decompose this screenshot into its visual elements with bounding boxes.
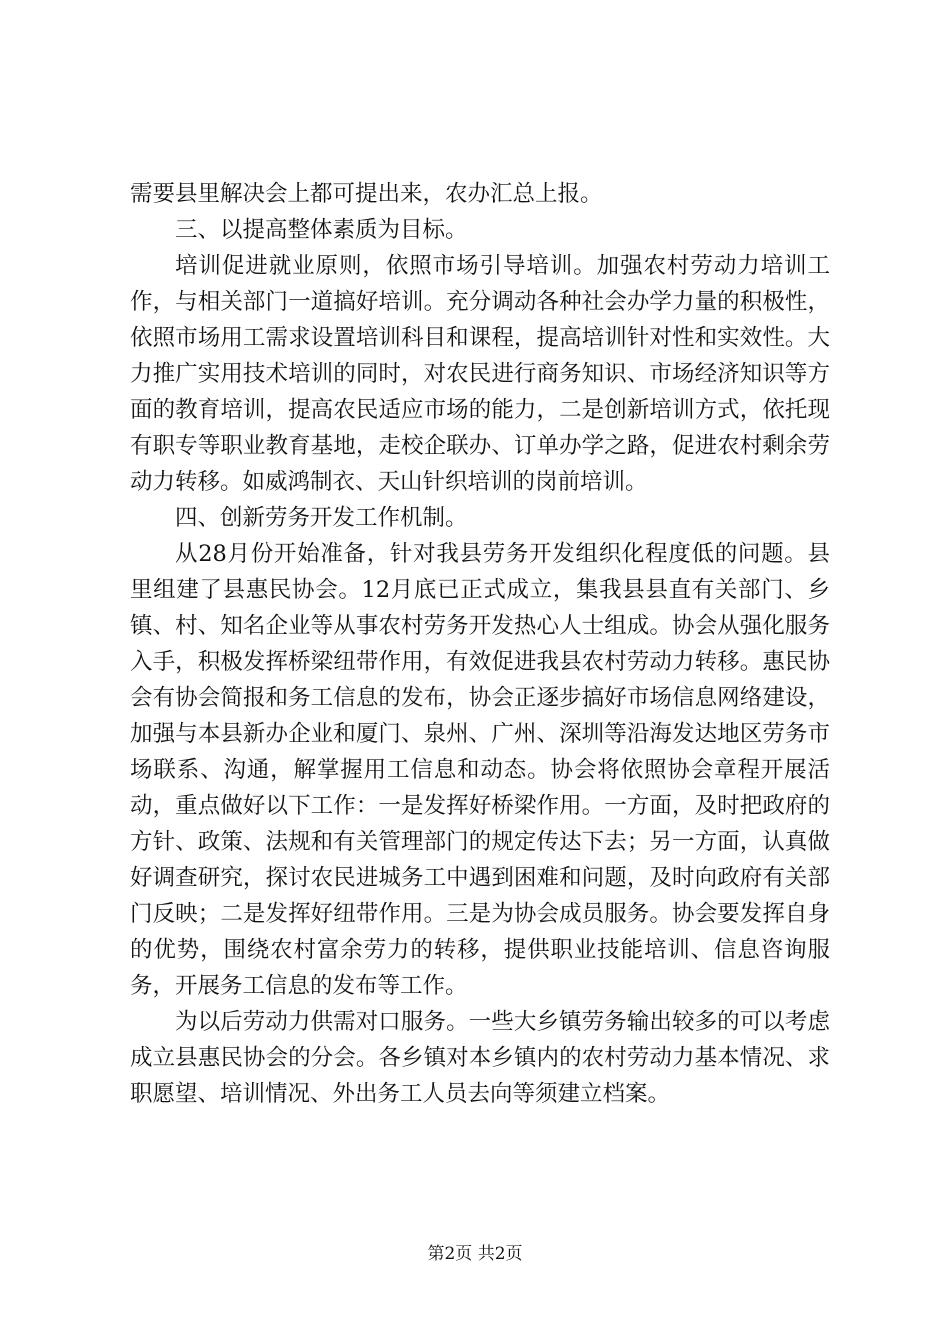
paragraph-association: 从28月份开始准备，针对我县劳务开发组织化程度低的问题。县里组建了县惠民协会。12月底已正式成立，集我县县直有关部门、乡镇、村、知名企业等从事农村劳务开发热心人士组成。协会从强化服务入手，积极发挥桥梁纽带作用，有效促进我县农村劳动力转移。惠民协会有协会简报和务工信息的发布，协会正逐步搞好市场信息网络建设，加强与本县新办企业和厦门、泉州、广州、深圳等沿海发达地区劳务市场联系、沟通，解掌握用工信息和动态。协会将依照协会章程开展活动，重点做好以下工作：一是发挥好桥梁作用。一方面，及时把政府的方针、政策、法规和有关管理部门的规定传达下去；另一方面，认真做好调查研究，探讨农民进城务工中遇到困难和问题，及时向政府有关部门反映；二是发挥好纽带作用。三是为协会成员服务。协会要发挥自身的优势，围绕农村富余劳力的转移，提供职业技能培训、信息咨询服务，开展务工信息的发布等工作。 xyxy=(130,541,830,999)
page-footer xyxy=(0,1242,950,1266)
paragraph-continuation: 需要县里解决会上都可提出来，农办汇总上报。 xyxy=(130,181,603,207)
document-body xyxy=(130,176,830,1112)
section-heading-four: 四、创新劳务开发工作机制。 xyxy=(175,505,468,531)
section-heading-three: 三、以提高整体素质为目标。 xyxy=(175,217,468,243)
paragraph-labor-service: 为以后劳动力供需对口服务。一些大乡镇劳务输出较多的可以考虑成立县惠民协会的分会。各乡镇对本乡镇内的农村劳动力基本情况、求职愿望、培训情况、外出务工人员去向等须建立档案。 xyxy=(130,1009,830,1107)
paragraph-training: 培训促进就业原则，依照市场引导培训。加强农村劳动力培训工作，与相关部门一道搞好培训。充分调动各种社会办学力量的积极性，依照市场用工需求设置培训科目和课程，提高培训针对性和实效性。大力推广实用技术培训的同时，对农民进行商务知识、市场经济知识等方面的教育培训，提高农民适应市场的能力，二是创新培训方式，依托现有职专等职业教育基地，走校企联办、订单办学之路，促进农村剩余劳动力转移。如威鸿制衣、天山针织培训的岗前培训。 xyxy=(130,253,830,495)
page-number: 第2页 共2页 xyxy=(427,1244,523,1264)
